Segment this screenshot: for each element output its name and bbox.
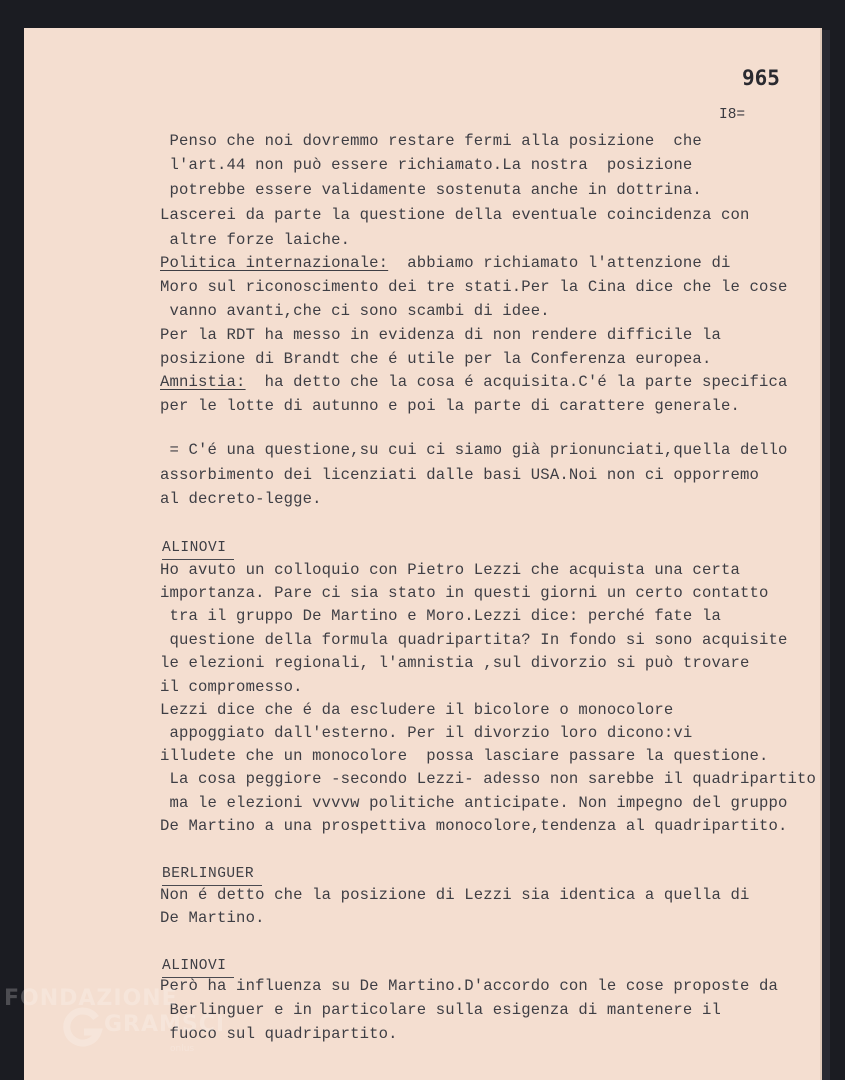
text-line: potrebbe essere validamente sostenuta anche in dottrina. [160,181,702,199]
watermark-line2: GRAMSCI [104,1012,226,1037]
text-line: Moro sul riconoscimento dei tre stati.Per la Cina dice che le cose [160,278,788,296]
speaker-heading-alinovi: ALINOVI [162,540,227,556]
text-line: questione della formula quadripartita? In fondo si sono acquisite [160,631,788,649]
page-number: 965 [742,66,780,90]
text-line: fuoco sul quadripartito. [160,1025,398,1043]
text-line [160,373,788,391]
text-line: l'art.44 non può essere richiamato.La nostra posizione [160,156,693,174]
text-line: importanza. Pare ci sia stato in questi giorni un certo contatto [160,584,769,602]
text-line: La cosa peggiore -secondo Lezzi- adesso non sarebbe il quadripartito [160,770,817,788]
fondazione-gramsci-watermark [4,986,234,1076]
text-line: Però ha influenza su De Martino.D'accordo con le cose proposte da [160,977,779,995]
text-line: Lascerei da parte la questione della eventuale coincidenza con [160,206,750,224]
section-label-politica: Politica internazionale: [160,254,389,272]
section-label-amnistia: Amnistia: [160,373,246,391]
text-line: al decreto-legge. [160,490,322,508]
text-line: appoggiato dall'esterno. Per il divorzio loro dicono:vi [160,724,693,742]
text-line: Berlinguer e in particolare sulla esigenza di mantenere il [160,1001,721,1019]
text-line: De Martino. [160,909,265,927]
text-line: vanno avanti,che ci sono scambi di idee. [160,302,550,320]
text-line: altre forze laiche. [160,231,351,249]
watermark-line3: onlus [170,1044,195,1054]
text-line: ma le elezioni vvvvw politiche anticipate. Non impegno del gruppo [160,794,788,812]
speaker-heading-berlinguer: BERLINGUER [162,866,255,882]
text-line: assorbimento dei licenziati dalle basi USA.Noi non ci opporremo [160,466,759,484]
text-line: Non é detto che la posizione di Lezzi sia identica a quella di [160,886,750,904]
text-line: De Martino a una prospettiva monocolore,tendenza al quadripartito. [160,817,788,835]
text-line: tra il gruppo De Martino e Moro.Lezzi dice: perché fate la [160,607,721,625]
speaker-heading-alinovi-2: ALINOVI [162,958,227,974]
text-line: Lezzi dice che é da escludere il bicolore o monocolore [160,701,674,719]
text-line-content: ha detto che la cosa é acquisita.C'é la parte specifica [245,373,788,391]
text-line: Penso che noi dovremmo restare fermi alla posizione che [160,132,702,150]
text-line: per le lotte di autunno e poi la parte di carattere generale. [160,397,740,415]
text-line: le elezioni regionali, l'amnistia ,sul divorzio si può trovare [160,654,750,672]
watermark-line1: FONDAZIONE [4,986,178,1011]
sheet-number: I8= [719,107,746,123]
text-line: il compromesso. [160,678,303,696]
text-line [160,254,730,272]
watermark-g-logo-icon [60,1006,104,1050]
text-line: = C'é una questione,su cui ci siamo già prionunciati,quella dello [160,441,788,459]
text-line: posizione di Brandt che é utile per la Conferenza europea. [160,350,712,368]
page-edge [822,30,830,1080]
text-line: Ho avuto un colloquio con Pietro Lezzi che acquista una certa [160,561,740,579]
text-line: Per la RDT ha messo in evidenza di non rendere difficile la [160,326,721,344]
text-line-content: abbiamo richiamato l'attenzione di [388,254,731,272]
text-line: illudete che un monocolore possa lasciare passare la questione. [160,747,769,765]
